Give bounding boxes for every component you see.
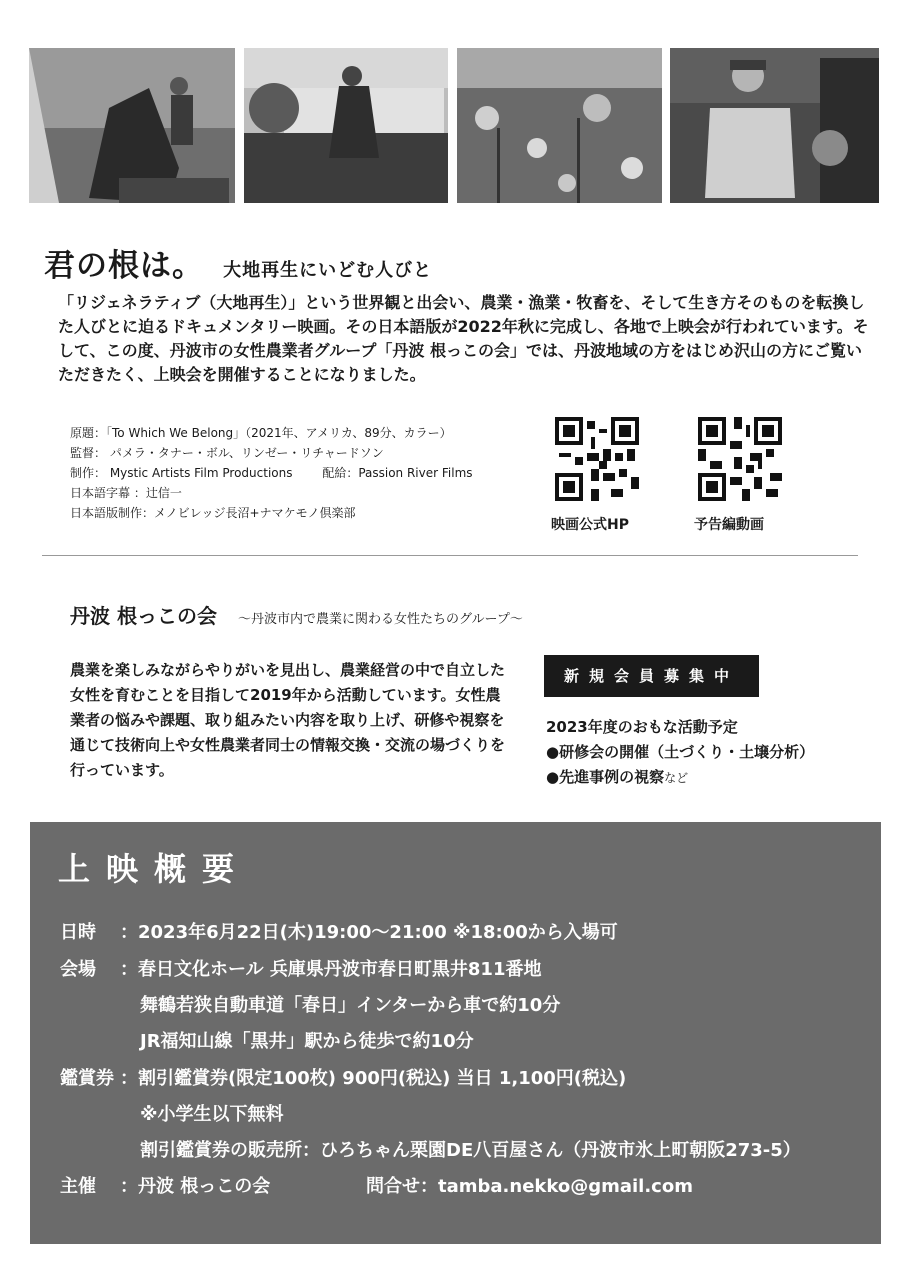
main-title: 君の根は。 xyxy=(44,248,204,284)
host-label: 主催 xyxy=(60,1176,96,1197)
credit-jp-production: 日本語版制作：メノビレッジ長沼+ナマケモノ倶楽部 xyxy=(70,506,356,520)
photo-wildflowers xyxy=(457,48,662,203)
sub-title: 大地再生にいどむ人びと xyxy=(223,260,433,281)
group-description: 農業を楽しみながらやりがいを見出し、農業経営の中で自立した女性を育むことを目指して2019年から活動しています。女性農業者の悩みや課題、取り組みたい内容を取り上げ、研修や視察を通じて技術向上や女性農業者同士の情報交換・交流の場づくりを行っています。 xyxy=(70,661,506,779)
divider xyxy=(42,555,858,556)
ticket-value: ：割引鑑賞券(限定100枚) 900円(税込) 当日 1,100円(税込) xyxy=(120,1068,627,1089)
qr-label-official: 映画公式HP xyxy=(551,517,629,533)
ticket-note: ※小学生以下無料 xyxy=(140,1104,284,1125)
ticket-label: 鑑賞券 xyxy=(60,1068,114,1089)
overview-title: 上映概要 xyxy=(58,850,251,888)
host-value: ：丹波 根っこの会 xyxy=(120,1176,271,1197)
date-value: ：2023年6月22日(木)19:00～21:00 ※18:00から入場可 xyxy=(120,922,618,943)
date-label: 日時 xyxy=(60,922,96,943)
group-title xyxy=(70,600,523,629)
qr-code-icon[interactable] xyxy=(698,417,782,501)
venue-label: 会場 xyxy=(60,959,96,980)
credit-distribution: 配給：Passion River Films xyxy=(322,466,473,480)
credit-production-row xyxy=(70,463,473,483)
venue-value: ：春日文化ホール 兵庫県丹波市春日町黒井811番地 xyxy=(120,959,542,980)
venue-access-train: JR福知山線「黒井」駅から徒歩で約10分 xyxy=(140,1031,474,1052)
plan-item: ●先進事例の視察 xyxy=(546,768,665,786)
intro-text: 「リジェネラティブ（大地再生）」という世界観と出会い、農業・漁業・牧畜を、そして生き方そのものを転換した人びとに迫るドキュメンタリー映画。その日本語版が2022年秋に完成し、各地で上映会が行われています。そして、この度、丹波市の女性農業者グループ「丹波 根っこの会」では、丹波地域の方をはじめ沢山の方にご覧いただきたく、上映会を開催することになりました。 xyxy=(58,293,869,384)
contact-email[interactable]: 問合せ：tamba.nekko@gmail.com xyxy=(366,1176,693,1197)
ticket-sales: 割引鑑賞券の販売所：ひろちゃん栗園DE八百屋さん（丹波市氷上町朝阪273-5） xyxy=(140,1140,801,1161)
recruit-badge: 新規会員募集中 xyxy=(544,655,759,697)
screening-overview xyxy=(30,822,881,1244)
credit-production: 制作： Mystic Artists Film Productions xyxy=(70,466,293,480)
plan-item: ●研修会の開催（土づくり・土壌分析） xyxy=(546,743,815,761)
activity-plan xyxy=(546,715,814,791)
photo-young-man xyxy=(670,48,879,203)
photo-farmer xyxy=(244,48,448,203)
venue-access-car: 舞鶴若狭自動車道「春日」インターから車で約10分 xyxy=(140,995,561,1016)
plan-title: 2023年度のおもな活動予定 xyxy=(546,718,738,736)
group-tagline: ～丹波市内で農業に関わる女性たちのグループ～ xyxy=(237,612,523,627)
title-row xyxy=(44,240,432,285)
plan-item-suffix: など xyxy=(664,771,689,785)
credits xyxy=(70,423,473,523)
credit-original: 原題：「To Which We Belong」（2021年、アメリカ、89分、カラー） xyxy=(70,426,452,440)
photo-fisherman xyxy=(29,48,235,203)
credit-subtitles: 日本語字幕 ：辻信一 xyxy=(70,486,182,500)
group-name: 丹波 根っこの会 xyxy=(70,604,217,628)
plan-item-row xyxy=(546,765,814,791)
qr-code-icon[interactable] xyxy=(555,417,639,501)
qr-label-trailer: 予告編動画 xyxy=(694,517,764,533)
credit-director: 監督： パメラ・タナー・ボル、リンゼー・リチャードソン xyxy=(70,446,384,460)
